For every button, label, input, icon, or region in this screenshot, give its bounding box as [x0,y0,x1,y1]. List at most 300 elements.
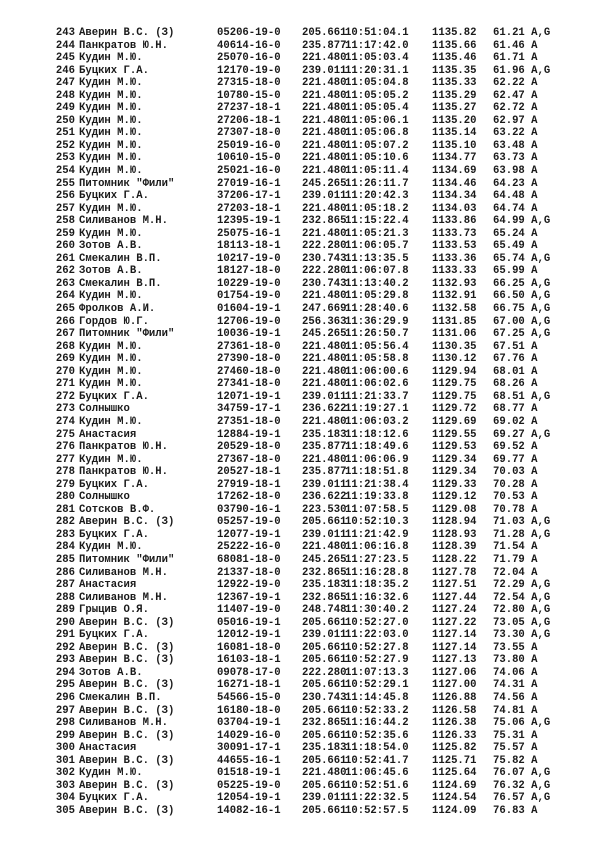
ring-number: 27315-18-0 [217,77,281,90]
table-row [0,541,600,554]
arrival-time: 11:16:32.6 [345,591,409,604]
owner-name: Кудин М.Ю. [79,365,143,378]
table-row [0,140,600,153]
owner-name: Смекалин В.П. [79,691,162,704]
coefficient: 62.72 A [493,102,538,115]
place-number: 305 [55,804,75,817]
place-number: 277 [55,453,75,466]
place-number: 252 [55,139,75,152]
owner-name: Аверин В.С. (З) [79,654,175,667]
ring-number: 12395-19-1 [217,215,281,228]
distance: 205.661 [302,516,347,529]
speed: 1133.33 [432,265,477,278]
owner-name: Питомник "Фили" [79,328,175,341]
arrival-time: 10:52:35.6 [345,729,409,742]
place-number: 263 [55,277,75,290]
table-row [0,767,600,780]
owner-name: Зотов А.В. [79,265,143,278]
ring-number: 27460-18-0 [217,365,281,378]
speed: 1135.27 [432,102,477,115]
distance: 248.748 [302,604,347,617]
place-number: 299 [55,729,75,742]
table-row [0,429,600,442]
table-row [0,667,600,680]
ring-number: 01604-19-1 [217,303,281,316]
distance: 256.363 [302,315,347,328]
place-number: 267 [55,328,75,341]
ring-number: 27390-18-0 [217,353,281,366]
speed: 1135.10 [432,139,477,152]
owner-name: Аверин В.С. (З) [79,729,175,742]
owner-name: Смекалин В.П. [79,277,162,290]
coefficient: 67.51 A [493,340,538,353]
ring-number: 10610-15-0 [217,152,281,165]
distance: 235.183 [302,428,347,441]
arrival-time: 11:06:06.9 [345,453,409,466]
table-row [0,692,600,705]
arrival-time: 11:18:35.2 [345,579,409,592]
coefficient: 64.74 A [493,202,538,215]
place-number: 294 [55,666,75,679]
owner-name: Солнышко [79,491,130,504]
coefficient: 61.71 A [493,52,538,65]
arrival-time: 10:52:27.9 [345,654,409,667]
owner-name: Силиванов М.Н. [79,717,169,730]
coefficient: 62.97 A [493,114,538,127]
speed: 1125.82 [432,742,477,755]
table-row [0,705,600,718]
owner-name: Зотов А.В. [79,666,143,679]
owner-name: Аверин В.С. (З) [79,641,175,654]
speed: 1129.72 [432,403,477,416]
coefficient: 70.78 A [493,503,538,516]
arrival-time: 11:13:40.2 [345,277,409,290]
speed: 1128.93 [432,528,477,541]
speed: 1128.39 [432,541,477,554]
coefficient: 66.25 A,G [493,277,551,290]
owner-name: Гордов Ю.Г. [79,315,149,328]
arrival-time: 11:22:03.0 [345,629,409,642]
owner-name: Аверин В.С. (З) [79,779,175,792]
arrival-time: 11:05:21.3 [345,227,409,240]
distance: 221.480 [302,365,347,378]
owner-name: Аверин В.С. (З) [79,754,175,767]
speed: 1132.91 [432,290,477,303]
table-row [0,629,600,642]
ring-number: 27206-18-1 [217,114,281,127]
place-number: 271 [55,378,75,391]
table-row [0,278,600,291]
speed: 1129.75 [432,378,477,391]
ring-number: 03790-16-1 [217,503,281,516]
table-row [0,579,600,592]
owner-name: Буцких Г.А. [79,629,149,642]
owner-name: Кудин М.Ю. [79,227,143,240]
arrival-time: 11:27:23.5 [345,553,409,566]
place-number: 275 [55,428,75,441]
distance: 235.877 [302,441,347,454]
arrival-time: 10:52:27.8 [345,641,409,654]
ring-number: 14082-16-1 [217,804,281,817]
distance: 205.661 [302,804,347,817]
arrival-time: 11:21:33.7 [345,390,409,403]
place-number: 254 [55,165,75,178]
distance: 239.011 [302,528,347,541]
distance: 245.265 [302,177,347,190]
coefficient: 69.02 A [493,415,538,428]
table-row [0,792,600,805]
distance: 221.480 [302,114,347,127]
arrival-time: 11:21:38.4 [345,478,409,491]
speed: 1125.71 [432,754,477,767]
ring-number: 12077-19-1 [217,528,281,541]
distance: 205.661 [302,27,347,39]
arrival-time: 11:05:29.8 [345,290,409,303]
arrival-time: 11:21:42.9 [345,528,409,541]
owner-name: Кудин М.Ю. [79,152,143,165]
arrival-time: 10:52:33.2 [345,704,409,717]
owner-name: Буцких Г.А. [79,390,149,403]
place-number: 251 [55,127,75,140]
distance: 239.011 [302,390,347,403]
ring-number: 16180-18-0 [217,704,281,717]
arrival-time: 10:52:51.6 [345,779,409,792]
place-number: 291 [55,629,75,642]
place-number: 253 [55,152,75,165]
speed: 1127.44 [432,591,477,604]
speed: 1129.12 [432,491,477,504]
coefficient: 71.54 A [493,541,538,554]
arrival-time: 11:18:51.8 [345,466,409,479]
owner-name: Буцких Г.А. [79,64,149,77]
distance: 235.183 [302,579,347,592]
distance: 245.265 [302,328,347,341]
table-row [0,52,600,65]
owner-name: Кудин М.Ю. [79,541,143,554]
table-row [0,491,600,504]
owner-name: Аверин В.С. (З) [79,27,175,39]
table-row [0,391,600,404]
ring-number: 40614-16-0 [217,39,281,52]
arrival-time: 11:26:50.7 [345,328,409,341]
speed: 1135.14 [432,127,477,140]
table-row [0,679,600,692]
table-row [0,416,600,429]
owner-name: Смекалин В.П. [79,252,162,265]
speed: 1129.34 [432,466,477,479]
owner-name: Фролков А.И. [79,303,156,316]
table-row [0,642,600,655]
distance: 221.480 [302,127,347,140]
distance: 230.743 [302,691,347,704]
distance: 239.011 [302,629,347,642]
owner-name: Кудин М.Ю. [79,353,143,366]
speed: 1133.36 [432,252,477,265]
owner-name: Кудин М.Ю. [79,415,143,428]
table-row [0,240,600,253]
owner-name: Аверин В.С. (З) [79,804,175,817]
speed: 1129.33 [432,478,477,491]
speed: 1127.14 [432,629,477,642]
ring-number: 27203-18-1 [217,202,281,215]
ring-number: 27237-18-1 [217,102,281,115]
ring-number: 12170-19-0 [217,64,281,77]
owner-name: Кудин М.Ю. [79,102,143,115]
ring-number: 18127-18-0 [217,265,281,278]
arrival-time: 10:52:10.3 [345,516,409,529]
speed: 1132.58 [432,303,477,316]
coefficient: 63.48 A [493,139,538,152]
arrival-time: 11:06:03.2 [345,415,409,428]
owner-name: Буцких Г.А. [79,528,149,541]
table-row [0,228,600,241]
ring-number: 11407-19-0 [217,604,281,617]
table-row [0,717,600,730]
owner-name: Солнышко [79,403,130,416]
table-row [0,290,600,303]
coefficient: 73.05 A,G [493,616,551,629]
speed: 1127.51 [432,579,477,592]
coefficient: 69.27 A,G [493,428,551,441]
owner-name: Панкратов Ю.Н. [79,39,169,52]
ring-number: 12706-19-0 [217,315,281,328]
distance: 235.877 [302,466,347,479]
owner-name: Кудин М.Ю. [79,139,143,152]
coefficient: 69.52 A [493,441,538,454]
coefficient: 76.32 A,G [493,779,551,792]
coefficient: 65.49 A [493,240,538,253]
speed: 1126.88 [432,691,477,704]
owner-name: Кудин М.Ю. [79,77,143,90]
arrival-time: 11:30:40.2 [345,604,409,617]
distance: 205.661 [302,641,347,654]
table-row [0,479,600,492]
speed: 1128.22 [432,553,477,566]
arrival-time: 11:06:05.7 [345,240,409,253]
owner-name: Силиванов М.Н. [79,591,169,604]
arrival-time: 11:36:29.9 [345,315,409,328]
table-row [0,403,600,416]
coefficient: 66.75 A,G [493,303,551,316]
coefficient: 63.73 A [493,152,538,165]
coefficient: 74.56 A [493,691,538,704]
speed: 1128.94 [432,516,477,529]
place-number: 304 [55,792,75,805]
ring-number: 25075-16-1 [217,227,281,240]
place-number: 284 [55,541,75,554]
table-row [0,805,600,818]
table-row [0,190,600,203]
distance: 222.280 [302,666,347,679]
arrival-time: 11:16:28.8 [345,566,409,579]
distance: 236.622 [302,491,347,504]
table-row [0,115,600,128]
place-number: 302 [55,767,75,780]
table-row [0,90,600,103]
place-number: 274 [55,415,75,428]
speed: 1135.66 [432,39,477,52]
ring-number: 10217-19-0 [217,252,281,265]
place-number: 278 [55,466,75,479]
table-row [0,65,600,78]
place-number: 281 [55,503,75,516]
speed: 1124.54 [432,792,477,805]
distance: 235.183 [302,742,347,755]
place-number: 256 [55,190,75,203]
ring-number: 16081-18-0 [217,641,281,654]
place-number: 257 [55,202,75,215]
owner-name: Кудин М.Ю. [79,378,143,391]
owner-name: Питомник "Фили" [79,177,175,190]
speed: 1135.33 [432,77,477,90]
coefficient: 64.23 A [493,177,538,190]
speed: 1127.00 [432,679,477,692]
distance: 221.480 [302,453,347,466]
coefficient: 71.28 A,G [493,528,551,541]
ring-number: 30091-17-1 [217,742,281,755]
ring-number: 37206-17-1 [217,190,281,203]
owner-name: Кудин М.Ю. [79,127,143,140]
distance: 205.661 [302,704,347,717]
coefficient: 61.21 A,G [493,27,551,39]
table-row [0,730,600,743]
distance: 235.877 [302,39,347,52]
table-row [0,316,600,329]
arrival-time: 11:19:33.8 [345,491,409,504]
ring-number: 03704-19-1 [217,717,281,730]
ring-number: 05257-19-0 [217,516,281,529]
speed: 1129.34 [432,453,477,466]
ring-number: 12071-19-1 [217,390,281,403]
place-number: 268 [55,340,75,353]
table-row [0,40,600,53]
arrival-time: 11:05:04.8 [345,77,409,90]
place-number: 289 [55,604,75,617]
owner-name: Анастасия [79,579,137,592]
arrival-time: 11:18:54.0 [345,742,409,755]
speed: 1126.58 [432,704,477,717]
ring-number: 27367-18-0 [217,453,281,466]
distance: 221.480 [302,767,347,780]
speed: 1131.85 [432,315,477,328]
distance: 205.661 [302,729,347,742]
speed: 1130.12 [432,353,477,366]
table-row [0,253,600,266]
distance: 205.661 [302,616,347,629]
ring-number: 09078-17-0 [217,666,281,679]
coefficient: 62.47 A [493,89,538,102]
place-number: 280 [55,491,75,504]
distance: 222.280 [302,240,347,253]
place-number: 303 [55,779,75,792]
distance: 221.480 [302,102,347,115]
speed: 1127.14 [432,641,477,654]
speed: 1131.06 [432,328,477,341]
arrival-time: 11:07:13.3 [345,666,409,679]
place-number: 250 [55,114,75,127]
ring-number: 44655-16-1 [217,754,281,767]
place-number: 243 [55,27,75,39]
place-number: 301 [55,754,75,767]
speed: 1124.09 [432,804,477,817]
table-row [0,215,600,228]
ring-number: 10780-15-0 [217,89,281,102]
distance: 221.480 [302,202,347,215]
table-row [0,77,600,90]
coefficient: 67.00 A,G [493,315,551,328]
place-number: 247 [55,77,75,90]
place-number: 265 [55,303,75,316]
ring-number: 16103-18-1 [217,654,281,667]
table-row [0,516,600,529]
arrival-time: 11:13:35.5 [345,252,409,265]
place-number: 290 [55,616,75,629]
owner-name: Кудин М.Ю. [79,52,143,65]
ring-number: 18113-18-1 [217,240,281,253]
arrival-time: 10:52:29.1 [345,679,409,692]
distance: 232.865 [302,591,347,604]
distance: 221.480 [302,165,347,178]
table-row [0,617,600,630]
place-number: 282 [55,516,75,529]
arrival-time: 11:05:11.4 [345,165,409,178]
arrival-time: 11:06:45.6 [345,767,409,780]
arrival-time: 11:18:12.6 [345,428,409,441]
ring-number: 68081-18-0 [217,553,281,566]
arrival-time: 11:05:18.2 [345,202,409,215]
place-number: 285 [55,553,75,566]
owner-name: Кудин М.Ю. [79,767,143,780]
table-row [0,554,600,567]
speed: 1134.34 [432,190,477,203]
owner-name: Буцких Г.А. [79,478,149,491]
arrival-time: 11:06:02.6 [345,378,409,391]
place-number: 264 [55,290,75,303]
ring-number: 10229-19-0 [217,277,281,290]
distance: 223.530 [302,503,347,516]
arrival-time: 10:52:41.7 [345,754,409,767]
table-row [0,454,600,467]
coefficient: 68.26 A [493,378,538,391]
owner-name: Кудин М.Ю. [79,290,143,303]
speed: 1127.78 [432,566,477,579]
arrival-time: 11:19:27.1 [345,403,409,416]
arrival-time: 11:06:16.8 [345,541,409,554]
speed: 1135.35 [432,64,477,77]
distance: 205.661 [302,679,347,692]
place-number: 245 [55,52,75,65]
coefficient: 71.79 A [493,553,538,566]
place-number: 248 [55,89,75,102]
arrival-time: 11:28:40.6 [345,303,409,316]
distance: 205.661 [302,654,347,667]
distance: 221.480 [302,152,347,165]
table-row [0,441,600,454]
ring-number: 16271-18-1 [217,679,281,692]
ring-number: 25021-16-0 [217,165,281,178]
ring-number: 12884-19-1 [217,428,281,441]
table-row [0,366,600,379]
coefficient: 61.96 A,G [493,64,551,77]
table-row [0,178,600,191]
speed: 1129.69 [432,415,477,428]
speed: 1133.53 [432,240,477,253]
owner-name: Сотсков В.Ф. [79,503,156,516]
owner-name: Питомник "Фили" [79,553,175,566]
coefficient: 75.06 A,G [493,717,551,730]
owner-name: Аверин В.С. (З) [79,616,175,629]
ring-number: 54566-15-0 [217,691,281,704]
